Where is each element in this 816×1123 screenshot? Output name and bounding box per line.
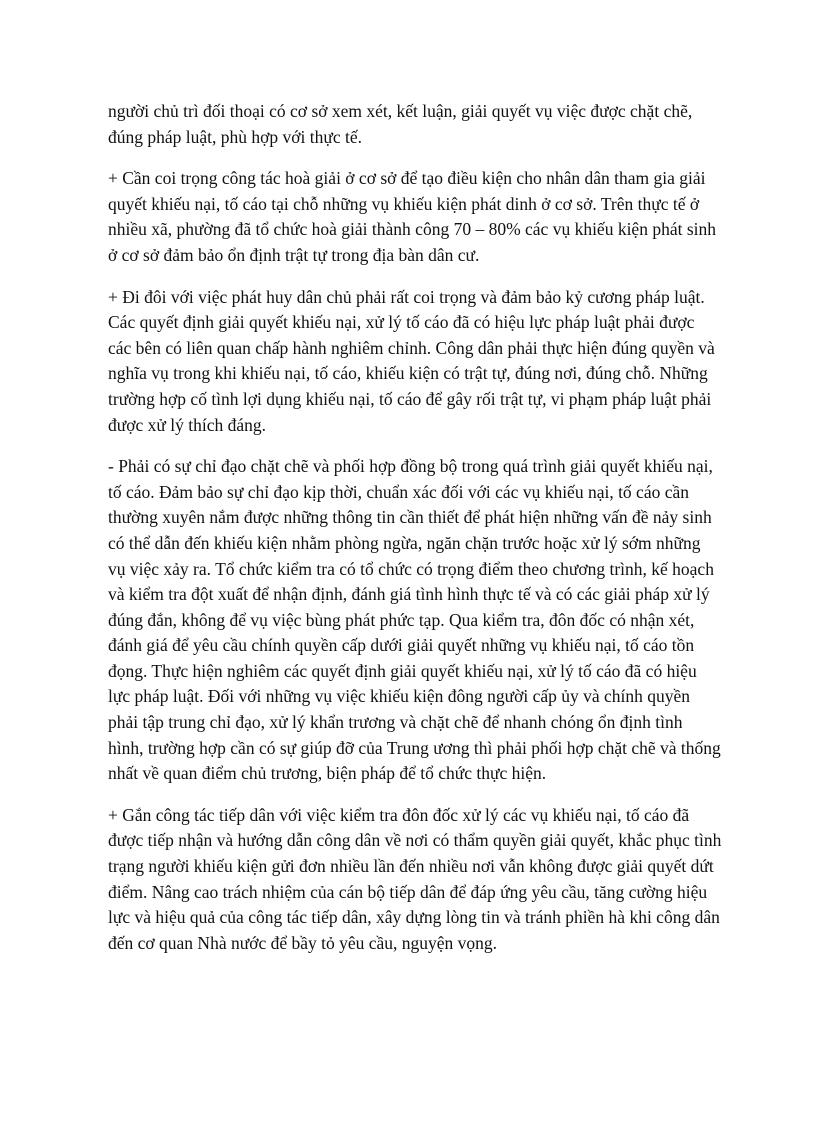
paragraph-4: - Phải có sự chỉ đạo chặt chẽ và phối hợp đồng bộ trong quá trình giải quyết khiếu nại, tố cáo. Đảm bảo sự chỉ đạo kịp thời, chuẩn xác đối với các vụ khiếu nại, tố cáo cần thường xuyên nắm được những thông tin cần thiết để phát hiện những vấn đề nảy sinh có thể dẫn đến khiếu kiện nhằm phòng ngừa, ngăn chặn trước hoặc xử lý sớm những vụ việc xảy ra. Tổ chức kiểm tra có tổ chức có trọng điểm theo chương trình, kế hoạch và kiểm tra đột xuất để nhận định, đánh giá tình hình thực tế và có các giải pháp xử lý đúng đắn, không để vụ việc bùng phát phức tạp. Qua kiểm tra, đôn đốc có nhận xét, đánh giá để yêu cầu chính quyền cấp dưới giải quyết những vụ khiếu nại, tố cáo tồn đọng. Thực hiện nghiêm các quyết định giải quyết khiếu nại, xử lý tố cáo đã có hiệu lực pháp luật. Đối với những vụ việc khiếu kiện đông người cấp ủy và chính quyền phải tập trung chỉ đạo, xử lý khẩn trương và chặt chẽ để nhanh chóng ổn định tình hình, trường hợp cần có sự giúp đỡ của Trung ương thì phải phối hợp chặt chẽ và thống nhất về quan điểm chủ trương, biện pháp để tổ chức thực hiện. [108,456,721,784]
paragraph-2: + Cần coi trọng công tác hoà giải ở cơ sở để tạo điều kiện cho nhân dân tham gia giải quyết khiếu nại, tố cáo tại chỗ những vụ khiếu kiện phát dinh ở cơ sở. Trên thực tế ở nhiều xã, phường đã tổ chức hoà giải thành công 70 – 80% các vụ khiếu kiện phát sinh ở cơ sở đảm bảo ổn định trật tự trong địa bàn dân cư. [108,168,717,265]
paragraph-1: người chủ trì đối thoại có cơ sở xem xét, kết luận, giải quyết vụ việc được chặt chẽ, đúng pháp luật, phù hợp với thực tế. [108,101,693,147]
paragraph-5: + Gắn công tác tiếp dân với việc kiểm tra đôn đốc xử lý các vụ khiếu nại, tố cáo đã được tiếp nhận và hướng dẫn công dân về nơi có thẩm quyền giải quyết, khắc phục tình trạng người khiếu kiện gửi đơn nhiều lần đến nhiều nơi vẫn không được giải quyết dứt điểm. Nâng cao trách nhiệm của cán bộ tiếp dân để đáp ứng yêu cầu, tăng cường hiệu lực và hiệu quả của công tác tiếp dân, xây dựng lòng tin và tránh phiền hà khi công dân đến cơ quan Nhà nước để bầy tỏ yêu cầu, nguyện vọng. [108,804,722,953]
paragraph-3: + Đi đôi với việc phát huy dân chủ phải rất coi trọng và đảm bảo kỷ cương pháp luật. Các quyết định giải quyết khiếu nại, xử lý tố cáo đã có hiệu lực pháp luật phải được các bên có liên quan chấp hành nghiêm chỉnh. Công dân phải thực hiện đúng quyền và nghĩa vụ trong khi khiếu nại, tố cáo, khiếu kiện có trật tự, đúng nơi, đúng chỗ. Những trường hợp cố tình lợi dụng khiếu nại, tố cáo để gây rối trật tự, vi phạm pháp luật phải được xử lý thích đáng. [108,286,715,435]
document-page [108,99,722,972]
